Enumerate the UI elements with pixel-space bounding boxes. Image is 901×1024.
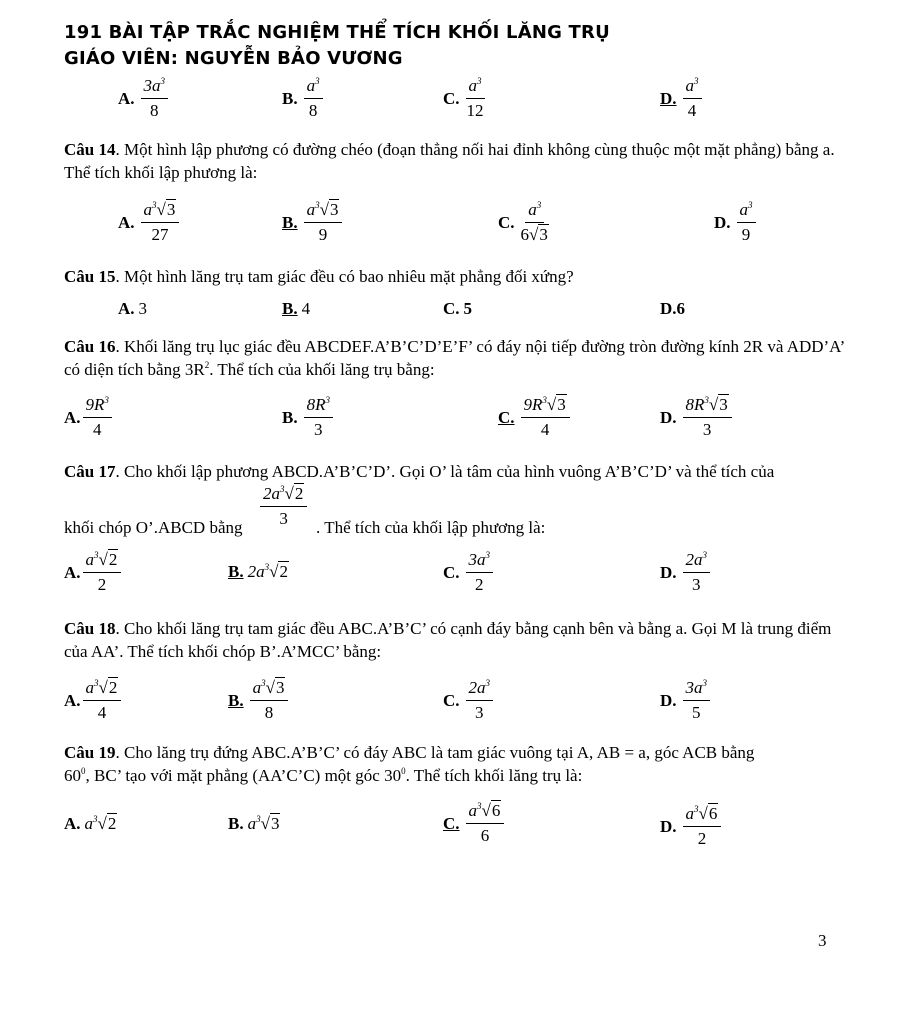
question-text: , BC’ tạo với mặt phẳng (AA’C’C) một góc 30 bbox=[85, 766, 402, 785]
option-label: D. bbox=[714, 212, 731, 232]
option-prev-c bbox=[443, 76, 487, 121]
question-label: Câu 16 bbox=[64, 337, 116, 356]
option-label: A. bbox=[64, 690, 81, 710]
fraction: $\frac{a^3}{4}$ bbox=[683, 76, 702, 121]
question-15 bbox=[64, 265, 844, 288]
option-label: B. bbox=[228, 562, 244, 581]
option-15-d bbox=[660, 299, 685, 319]
option-label: A. bbox=[64, 814, 81, 833]
option-label: C. bbox=[443, 813, 460, 833]
exponent: 0 bbox=[81, 766, 86, 776]
exponent: 0 bbox=[401, 766, 406, 776]
option-label: B. bbox=[282, 299, 298, 318]
fraction: $\frac{a^3√3}{8}$ bbox=[250, 678, 289, 723]
option-label: C. bbox=[443, 562, 460, 582]
option-label: D. bbox=[660, 816, 677, 836]
option-label: B. bbox=[228, 690, 244, 710]
option-label: D. bbox=[660, 562, 677, 582]
fraction: $\frac{9R^3}{4}$ bbox=[83, 395, 112, 440]
option-16-d bbox=[660, 395, 734, 440]
question-label: Câu 17 bbox=[64, 462, 116, 481]
question-text: . Một hình lập phương có đường chéo (đoạn thẳng nối hai đỉnh không cùng thuộc một mặt phẳng) bằng a. Thể tích khối lập phương là: bbox=[64, 140, 835, 182]
option-label: C. bbox=[443, 299, 460, 318]
option-17-d bbox=[660, 550, 712, 595]
option-17-c bbox=[443, 550, 495, 595]
page-number: 3 bbox=[818, 931, 827, 950]
fraction: $\frac{a^3√6}{6}$ bbox=[466, 801, 505, 846]
option-label: C. bbox=[498, 212, 515, 232]
fraction: $\frac{a^3√3}{27}$ bbox=[141, 200, 180, 245]
fraction-o-abcd-volume: $\frac{2a^3√2}{3}$ bbox=[258, 484, 309, 529]
option-label: B. bbox=[228, 814, 244, 833]
option-label: A. bbox=[64, 562, 81, 582]
question-text: 60 bbox=[64, 766, 81, 785]
fraction: $\frac{a^3√2}{2}$ bbox=[83, 550, 122, 595]
option-label: B. bbox=[282, 88, 298, 108]
question-text: . Cho khối lăng trụ tam giác đều ABC.A’B’C’ có cạnh đáy bằng cạnh bên và bằng a. Gọi M là trung điểm của AA’. Thể tích khối chóp B’.A’MCC’ bằng: bbox=[64, 619, 832, 661]
question-text: . Một hình lăng trụ tam giác đều có bao nhiêu mặt phẳng đối xứng? bbox=[115, 267, 574, 286]
option-value: 6 bbox=[676, 299, 686, 318]
question-19 bbox=[64, 741, 844, 787]
fraction: $\frac{a^3√2}{4}$ bbox=[83, 678, 122, 723]
option-15-b bbox=[282, 299, 310, 319]
option-label: D. bbox=[660, 88, 677, 108]
option-label: B. bbox=[282, 407, 298, 427]
question-text: khối chóp O’.ABCD bằng bbox=[64, 518, 243, 537]
option-label: D. bbox=[660, 299, 677, 318]
question-17-line2-end bbox=[316, 516, 545, 539]
option-19-b: B. $a^3√3$ bbox=[228, 814, 280, 833]
option-label: A. bbox=[118, 299, 135, 318]
option-label: A. bbox=[64, 407, 81, 427]
fraction: $\frac{a^3}{8}$ bbox=[304, 76, 323, 121]
option-label: D. bbox=[660, 690, 677, 710]
question-18 bbox=[64, 617, 844, 663]
option-label: C. bbox=[443, 88, 460, 108]
question-text: . Cho khối lập phương ABCD.A’B’C’D’. Gọi O’ là tâm của hình vuông A’B’C’D’ và thể tích của bbox=[115, 462, 775, 481]
option-16-c bbox=[498, 395, 572, 440]
option-label: B. bbox=[282, 212, 298, 232]
option-18-d bbox=[660, 678, 712, 723]
fraction: $\frac{2a^3}{3}$ bbox=[466, 678, 494, 723]
question-14 bbox=[64, 138, 844, 184]
option-16-b bbox=[282, 395, 335, 440]
option-18-c bbox=[443, 678, 495, 723]
option-prev-d bbox=[660, 76, 704, 121]
option-14-c bbox=[498, 200, 551, 245]
question-text: . Thể tích khối lăng trụ là: bbox=[405, 766, 583, 785]
option-19-d bbox=[660, 804, 723, 849]
option-label: C. bbox=[498, 407, 515, 427]
question-17-line2 bbox=[64, 516, 242, 539]
question-text: . Cho lăng trụ đứng ABC.A’B’C’ có đáy ABC là tam giác vuông tại A, AB = a, góc ACB bằng bbox=[115, 743, 755, 762]
option-15-c bbox=[443, 299, 472, 319]
option-18-b bbox=[228, 678, 290, 723]
fraction: $\frac{9R^3√3}{4}$ bbox=[521, 395, 570, 440]
fraction: $\frac{a^3}{6√3}$ bbox=[520, 200, 548, 244]
option-17-b: B. $2a^3√2$ bbox=[228, 562, 288, 581]
question-text: . Thể tích của khối lập phương là: bbox=[316, 518, 546, 537]
option-19-a: A. $a^3√2$ bbox=[64, 814, 117, 833]
option-value: 4 bbox=[301, 299, 311, 318]
document-title: 191 BÀI TẬP TRẮC NGHIỆM THỂ TÍCH KHỐI LĂNG TRỤ bbox=[64, 22, 610, 43]
option-label: D. bbox=[660, 407, 677, 427]
question-label: Câu 15 bbox=[64, 267, 116, 286]
option-16-a bbox=[64, 395, 114, 440]
fraction: $\frac{a^3}{12}$ bbox=[466, 76, 484, 120]
question-text: . Thể tích của khối lăng trụ bằng: bbox=[209, 360, 435, 379]
fraction: $\frac{a^3}{9}$ bbox=[737, 200, 756, 245]
question-label: Câu 19 bbox=[64, 743, 116, 762]
option-17-a bbox=[64, 550, 123, 595]
fraction: $\frac{a^3√6}{2}$ bbox=[683, 804, 722, 849]
option-14-a bbox=[118, 200, 181, 245]
option-18-a bbox=[64, 678, 123, 723]
fraction: $\frac{3a^3}{8}$ bbox=[141, 76, 169, 121]
option-prev-a bbox=[118, 76, 170, 121]
fraction: $\frac{8R^3√3}{3}$ bbox=[683, 395, 732, 440]
fraction: $\frac{a^3√3}{9}$ bbox=[304, 200, 343, 245]
question-16 bbox=[64, 335, 844, 381]
question-label: Câu 18 bbox=[64, 619, 116, 638]
question-text: . Khối lăng trụ lục giác đều ABCDEF.A’B’C’D’E’F’ có đáy nội tiếp đường tròn đường kính 2R và ADD’A’ có diện tích bằng 3R bbox=[64, 337, 844, 379]
teacher-name: GIÁO VIÊN: NGUYỄN BẢO VƯƠNG bbox=[64, 48, 403, 69]
question-label: Câu 14 bbox=[64, 140, 116, 159]
question-17 bbox=[64, 460, 844, 483]
option-prev-b bbox=[282, 76, 325, 121]
option-label: A. bbox=[118, 212, 135, 232]
option-19-c bbox=[443, 801, 506, 846]
option-14-d bbox=[714, 200, 758, 245]
option-15-a bbox=[118, 299, 147, 319]
option-label: A. bbox=[118, 88, 135, 108]
fraction: $\frac{2a^3}{3}$ bbox=[683, 550, 711, 595]
option-value: 3 bbox=[138, 299, 148, 318]
option-label: C. bbox=[443, 690, 460, 710]
fraction: $\frac{3a^3}{5}$ bbox=[683, 678, 711, 723]
option-14-b bbox=[282, 200, 344, 245]
option-value: 5 bbox=[463, 299, 473, 318]
exponent: 2 bbox=[204, 360, 210, 370]
fraction: $\frac{3a^3}{2}$ bbox=[466, 550, 494, 595]
fraction: $\frac{8R^3}{3}$ bbox=[304, 395, 333, 440]
